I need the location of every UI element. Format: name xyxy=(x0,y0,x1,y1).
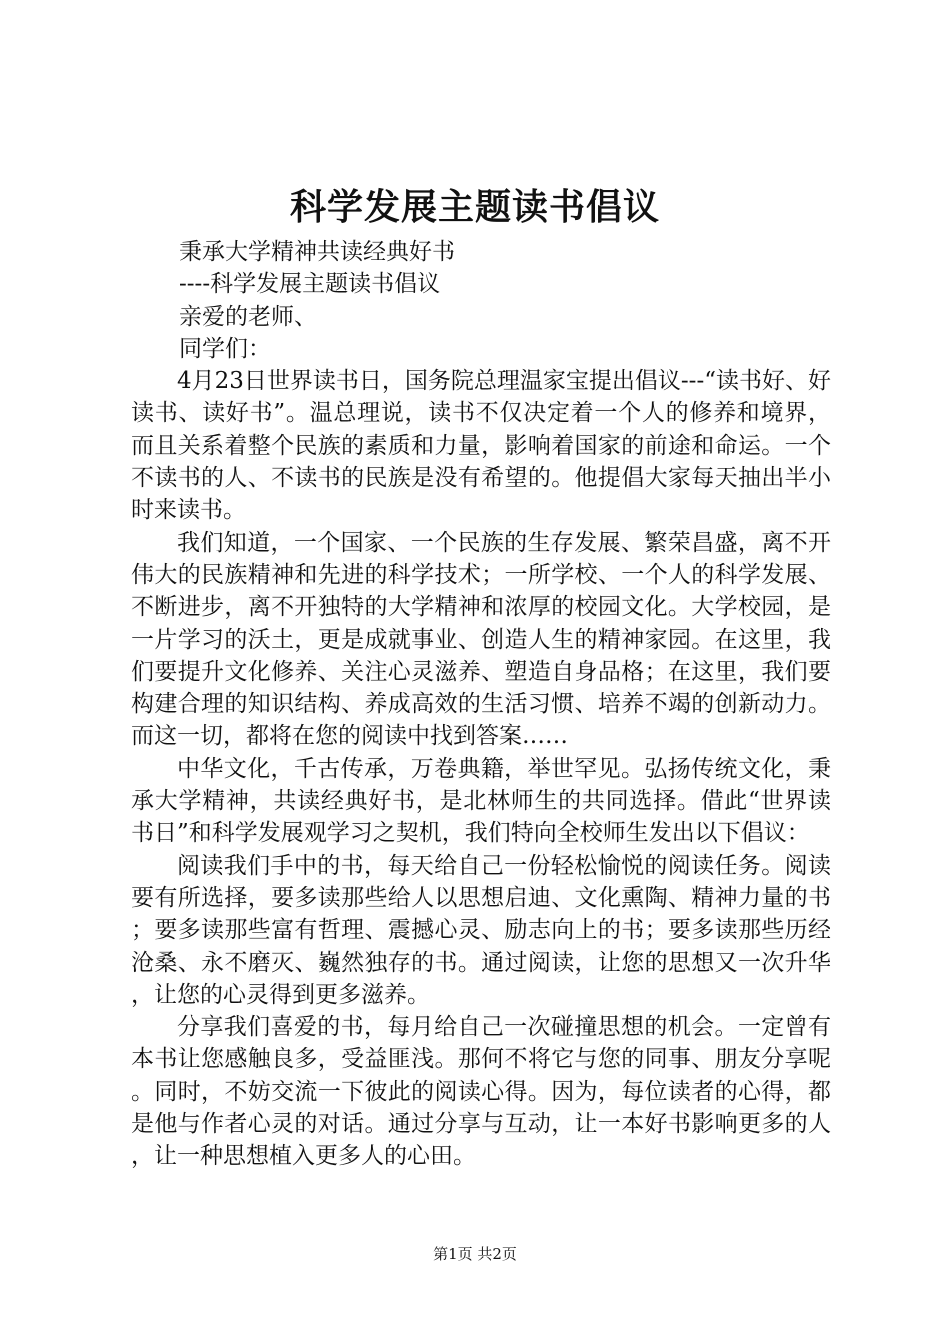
document-title: 科学发展主题读书倡议 xyxy=(289,187,660,228)
subtitle-line: ----科学发展主题读书倡议 xyxy=(179,271,441,298)
page-indicator: 第1页 共2页 xyxy=(433,1245,517,1263)
paragraph: 阅读我们手中的书，每天给自己一份轻松愉悦的阅读任务。阅读要有所选择，要多读那些给人以思想启迪、文化熏陶、精神力量的书；要多读那些富有哲理、震撼心灵、励志向上的书；要多读那些历经沧桑、永不磨灭、巍然独存的书。通过阅读，让您的思想又一次升华，让您的心灵得到更多滋养。 xyxy=(131,852,831,1008)
document-body xyxy=(131,236,831,1173)
salutation-line: 同学们： xyxy=(179,335,271,362)
paragraph: 中华文化，千古传承，万卷典籍，举世罕见。弘扬传统文化，秉承大学精神，共读经典好书，是北林师生的共同选择。借此“世界读书日”和科学发展观学习之契机，我们特向全校师生发出以下倡议： xyxy=(131,755,831,847)
paragraph: 4月23日世界读书日，国务院总理温家宝提出倡议---“读书好、好读书、读好书”。温总理说，读书不仅决定着一个人的修养和境界，而且关系着整个民族的素质和力量，影响着国家的前途和命运。一个不读书的人、不读书的民族是没有希望的。他提倡大家每天抽出半小时来读书。 xyxy=(131,368,831,524)
paragraph: 分享我们喜爱的书，每月给自己一次碰撞思想的机会。一定曾有本书让您感触良多，受益匪浅。那何不将它与您的同事、朋友分享呢。同时，不妨交流一下彼此的阅读心得。因为，每位读者的心得，都是他与作者心灵的对话。通过分享与互动，让一本好书影响更多的人，让一种思想植入更多人的心田。 xyxy=(131,1014,831,1170)
subtitle-line: 秉承大学精神共读经典好书 xyxy=(179,239,455,265)
salutation-line: 亲爱的老师、 xyxy=(179,303,317,330)
paragraph: 我们知道，一个国家、一个民族的生存发展、繁荣昌盛，离不开伟大的民族精神和先进的科学技术；一所学校、一个人的科学发展、不断进步，离不开独特的大学精神和浓厚的校园文化。大学校园，是一片学习的沃土，更是成就事业、创造人生的精神家园。在这里，我们要提升文化修养、关注心灵滋养、塑造自身品格；在这里，我们要构建合理的知识结构、养成高效的生活习惯、培养不竭的创新动力。而这一切，都将在您的阅读中找到答案…… xyxy=(131,529,831,750)
